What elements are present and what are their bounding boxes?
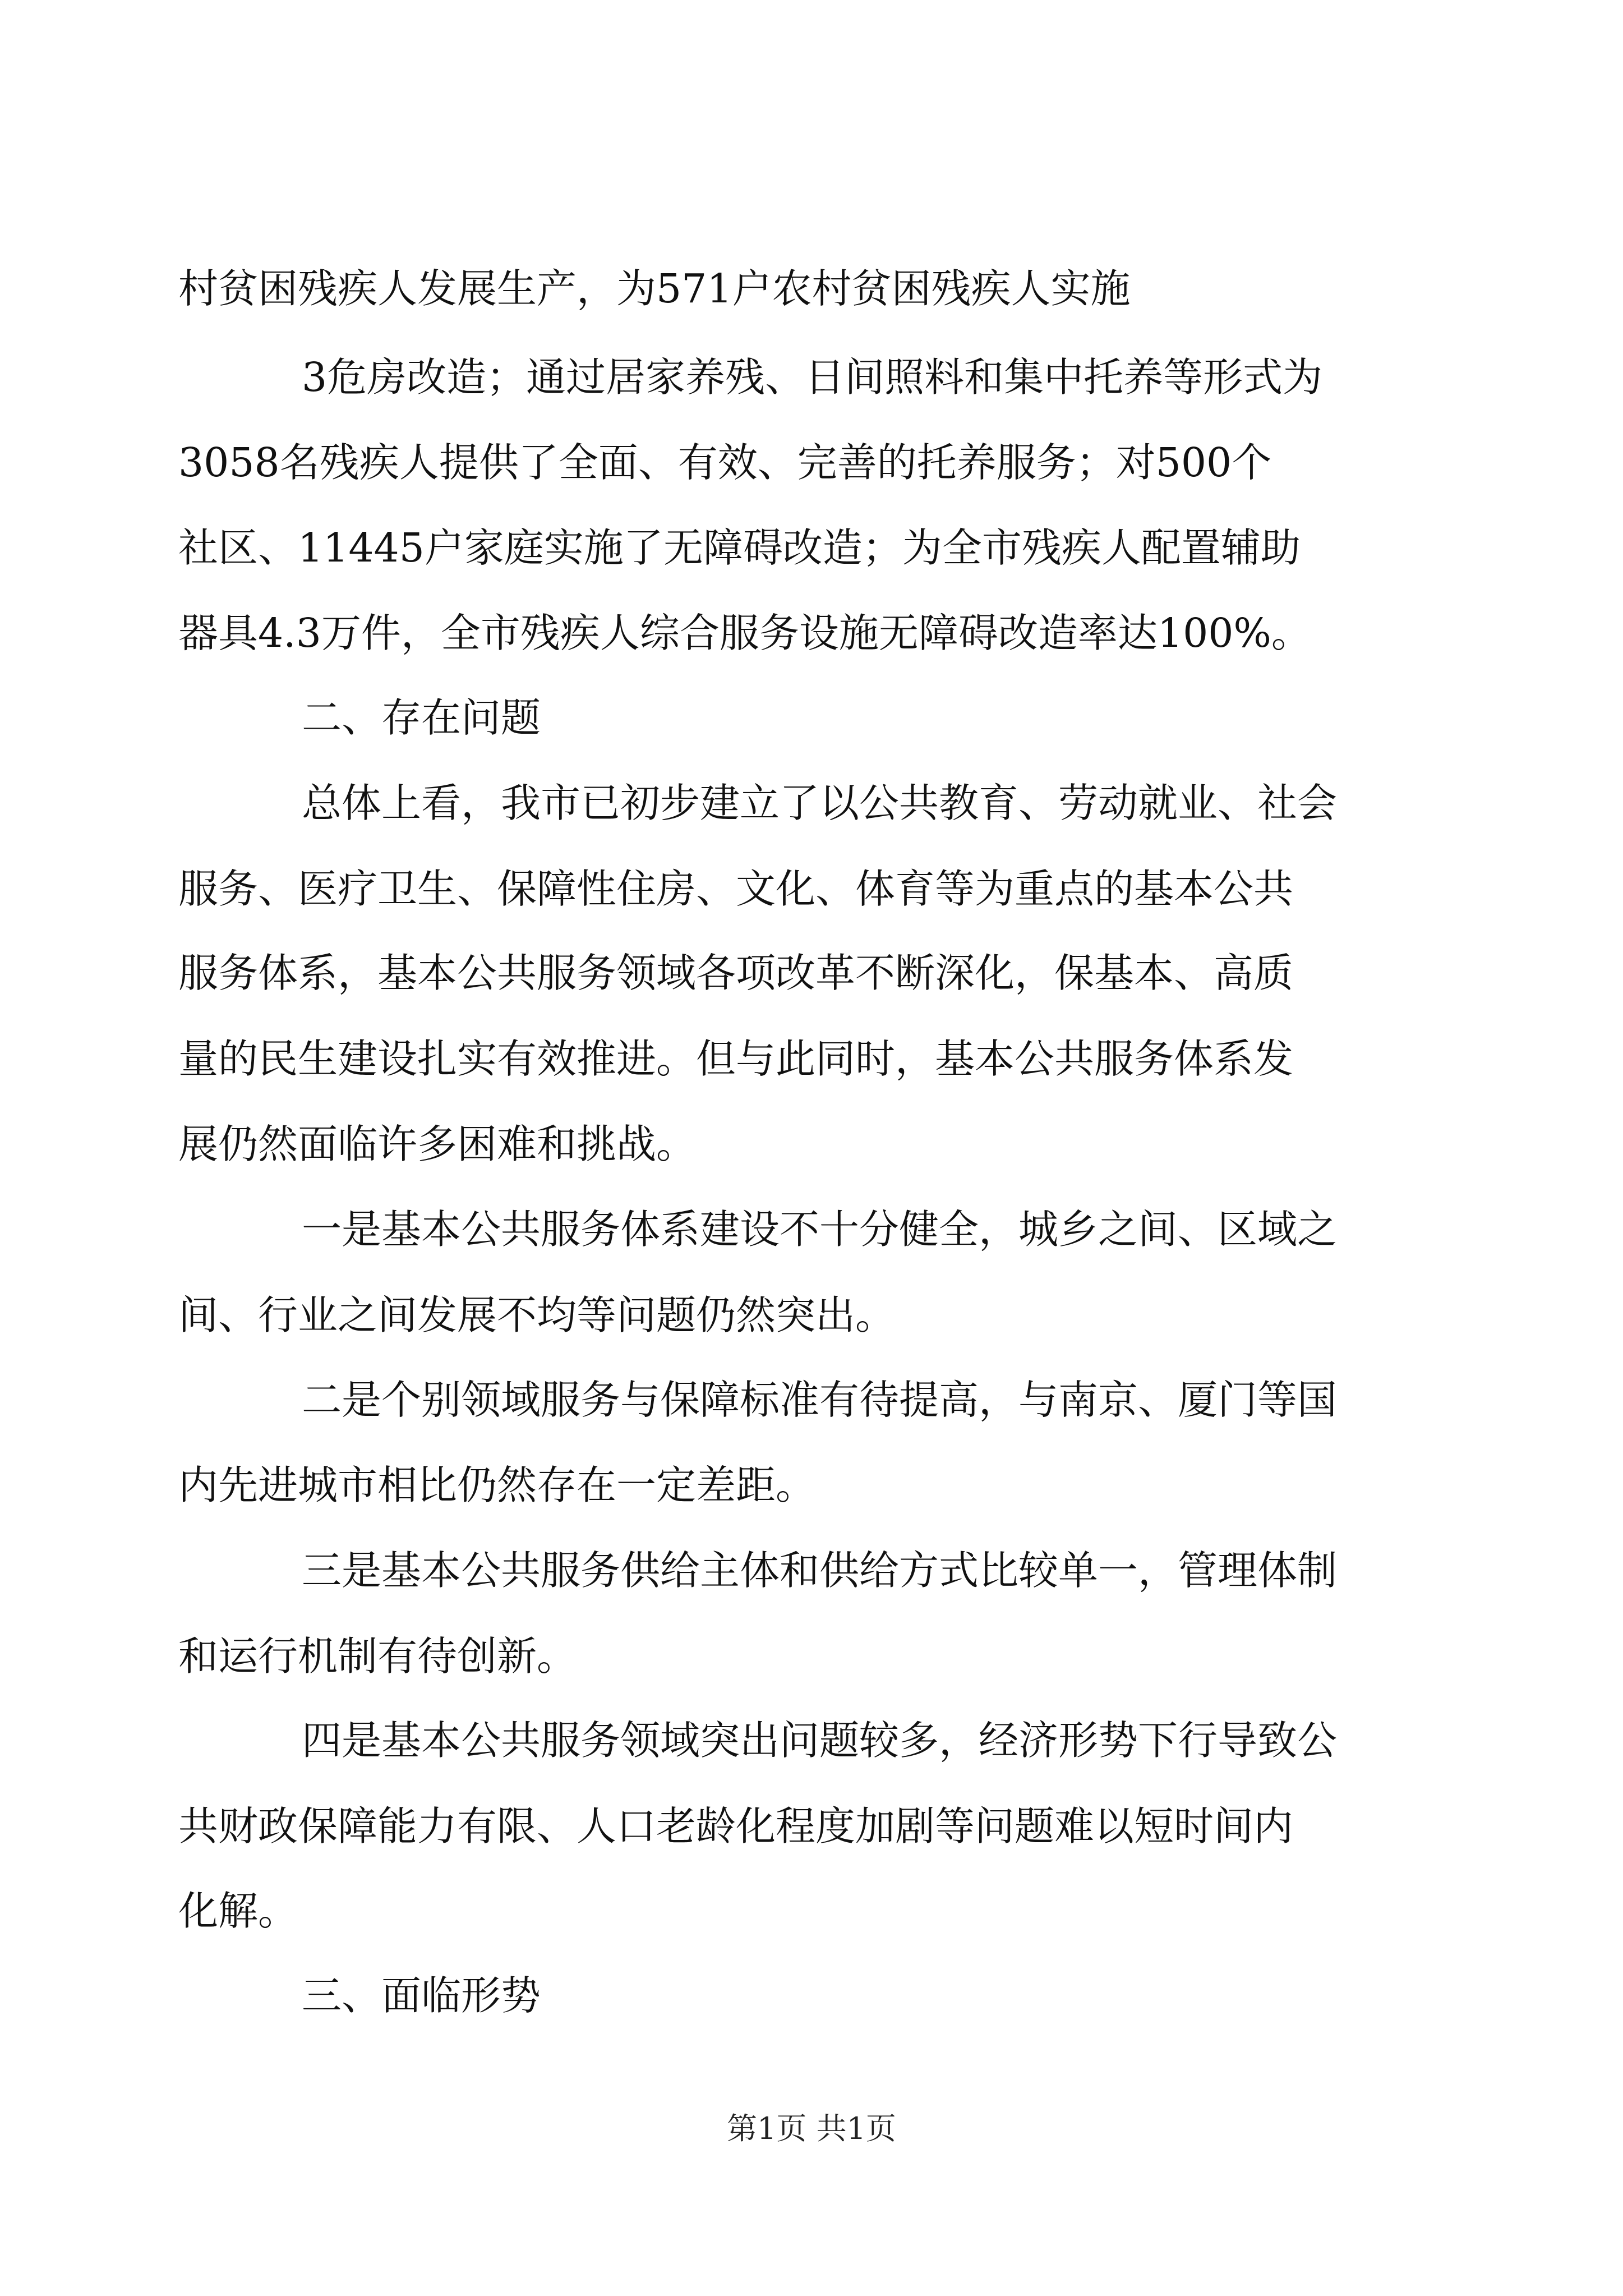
text-line: 社区、11445户家庭实施了无障碍改造；为全市残疾人配置辅助 — [178, 524, 1301, 571]
text-line: 化解。 — [178, 1888, 298, 1934]
text-line: 量的民生建设扎实有效推进。但与此同时，基本公共服务体系发 — [178, 1036, 1294, 1082]
text-line: 三是基本公共服务供给主体和供给方式比较单一，管理体制 — [302, 1547, 1338, 1594]
text-line: 展仍然面临许多困难和挑战。 — [178, 1121, 697, 1167]
section-heading: 三、面临形势 — [302, 1972, 541, 2019]
page-footer: 第1页 共1页 — [727, 2111, 896, 2146]
text-line: 共财政保障能力有限、人口老龄化程度加剧等问题难以短时间内 — [178, 1803, 1294, 1849]
text-line: 3058名残疾人提供了全面、有效、完善的托养服务；对500个 — [178, 439, 1272, 486]
text-line: 器具4.3万件，全市残疾人综合服务设施无障碍改造率达100%。 — [178, 610, 1311, 656]
text-line: 二是个别领域服务与保障标准有待提高，与南京、厦门等国 — [302, 1377, 1338, 1423]
text-line: 一是基本公共服务体系建设不十分健全，城乡之间、区域之 — [302, 1206, 1338, 1253]
text-line: 间、行业之间发展不均等问题仍然突出。 — [178, 1292, 896, 1338]
text-line: 和运行机制有待创新。 — [178, 1633, 577, 1680]
text-line: 服务、医疗卫生、保障性住房、文化、体育等为重点的基本公共 — [178, 866, 1294, 912]
text-line: 村贫困残疾人发展生产，为571户农村贫困残疾人实施 — [178, 265, 1131, 312]
text-line: 3危房改造；通过居家养残、日间照料和集中托养等形式为 — [302, 354, 1323, 401]
section-heading: 二、存在问题 — [302, 694, 541, 741]
text-line: 总体上看，我市已初步建立了以公共教育、劳动就业、社会 — [302, 780, 1338, 826]
text-line: 服务体系，基本公共服务领域各项改革不断深化，保基本、高质 — [178, 950, 1294, 996]
text-line: 四是基本公共服务领域突出问题较多，经济形势下行导致公 — [302, 1717, 1338, 1764]
text-line: 内先进城市相比仍然存在一定差距。 — [178, 1462, 816, 1508]
